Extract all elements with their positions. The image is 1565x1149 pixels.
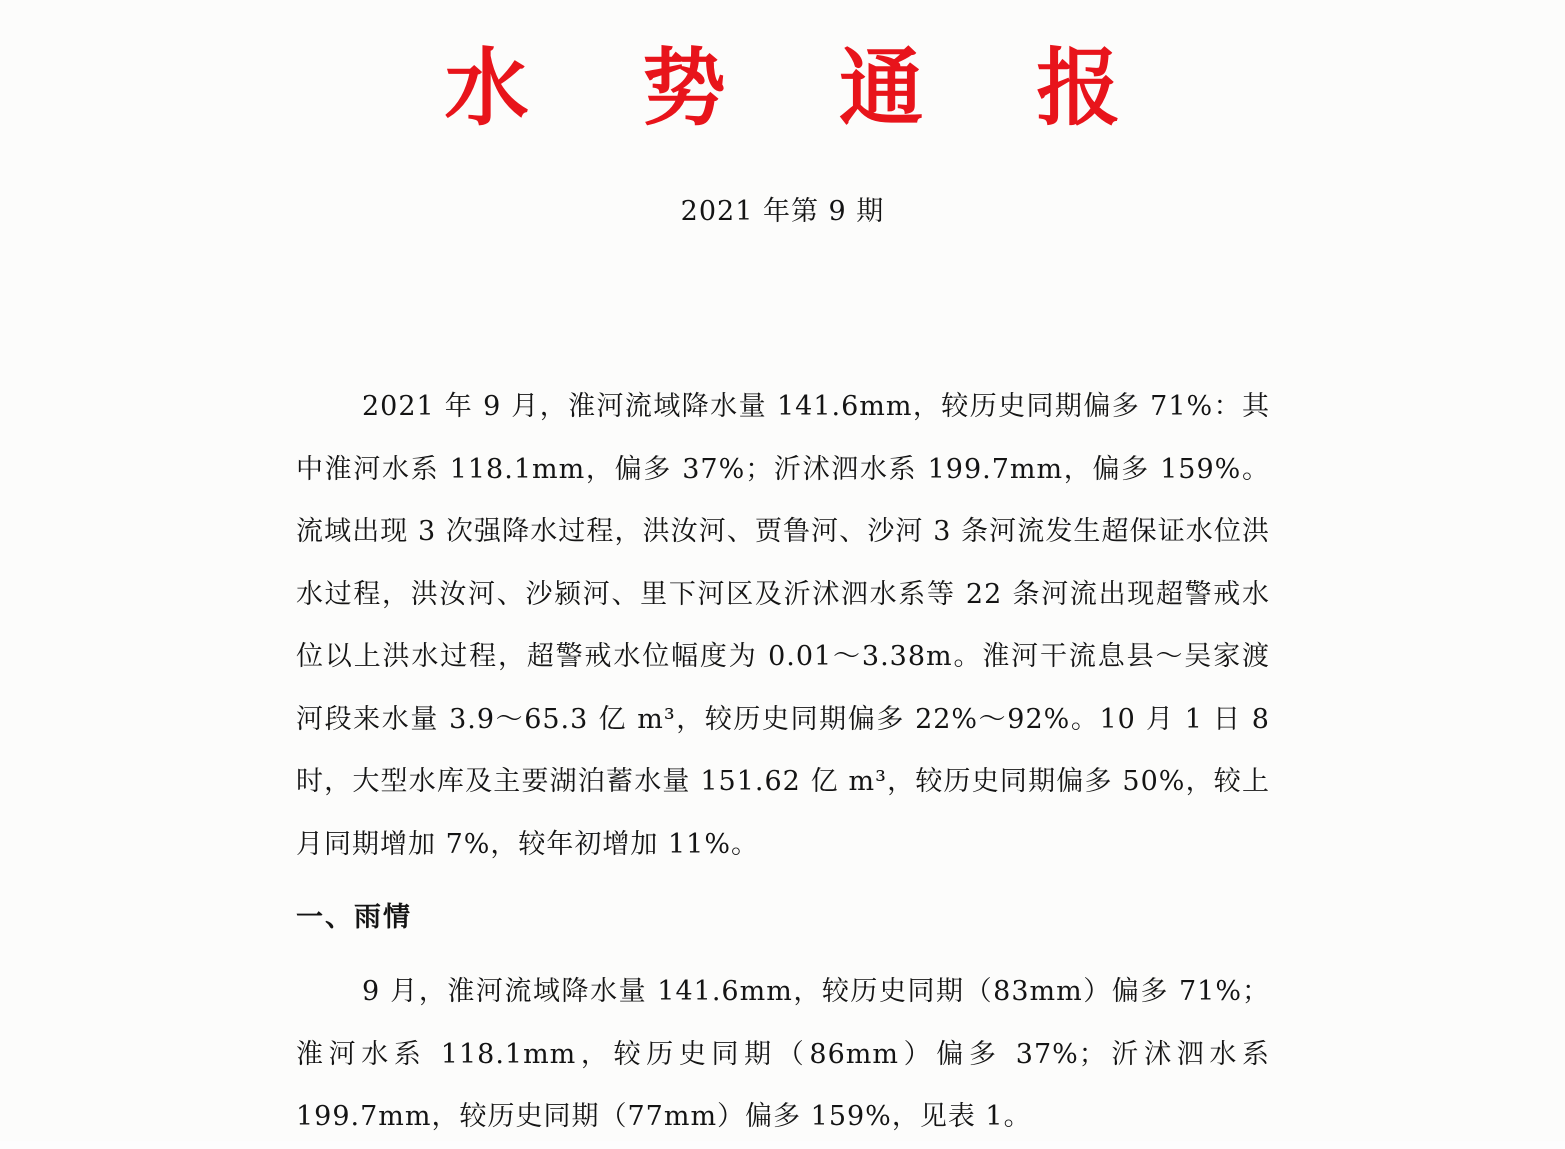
issue-number: 2021 年第 9 期	[680, 196, 885, 227]
document-title: 水 势 通 报	[444, 39, 1163, 137]
summary-paragraph: 2021 年 9 月，淮河流域降水量 141.6mm，较历史同期偏多 71%：其中淮河水系 118.1mm，偏多 37%；沂沭泗水系 199.7mm，偏多 159%。流域出现 3 次强降水过程，洪汝河、贾鲁河、沙河 3 条河流发生超保证水位洪水过程，洪汝河、沙颍河、里下河区及沂沭泗水系等 22 条河流出现超警戒水位以上洪水过程，超警戒水位幅度为 0.01～3.38m。淮河干流息县～吴家渡河段来水量 3.9～65.3 亿 m³，较历史同期偏多 22%～92%。10 月 1 日 8 时，大型水库及主要湖泊蓄水量 151.62 亿 m³，较历史同期偏多 50%，较上月同期增加 7%，较年初增加 11%。	[296, 391, 1270, 860]
rain-paragraph: 9 月，淮河流域降水量 141.6mm，较历史同期（83mm）偏多 71%；淮河水系 118.1mm，较历史同期（86mm）偏多 37%；沂沭泗水系 199.7mm，较历史同期（77mm）偏多 159%，见表 1。	[296, 976, 1270, 1132]
section-heading-rain: 一、雨情	[296, 902, 412, 933]
